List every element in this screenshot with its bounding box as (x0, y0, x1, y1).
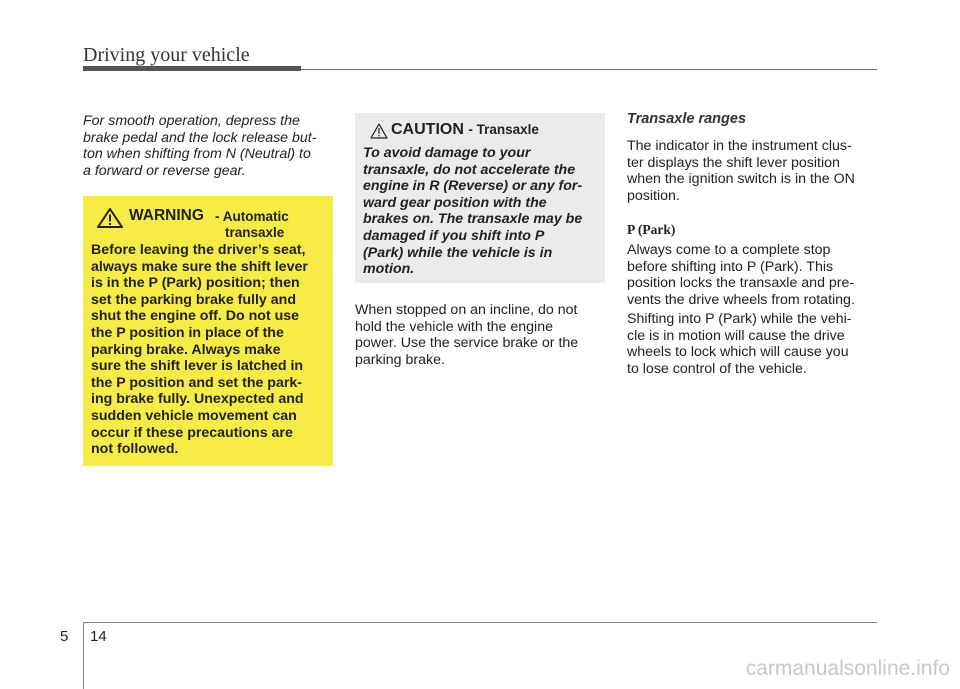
warning-subtitle (215, 209, 315, 241)
text-line: always make sure the shift lever (91, 258, 308, 275)
text-line: engine in R (Reverse) or any for- (363, 178, 583, 195)
header-title: Driving your vehicle (83, 44, 250, 66)
text-line: hold the vehicle with the engine (355, 318, 553, 335)
text-line: To avoid damage to your (363, 145, 531, 161)
caution-body (363, 145, 601, 278)
text-line: wheels to lock which will cause you (627, 344, 849, 361)
text-line: the P position and set the park- (91, 374, 303, 391)
caution-subtitle: - Transaxle (468, 122, 539, 137)
warning-subtitle-line: transaxle (225, 225, 285, 240)
text-line: position locks the transaxle and pre- (627, 275, 855, 292)
warning-title: WARNING (129, 207, 204, 224)
park-paragraph-1 (627, 242, 879, 308)
footer-divider (83, 622, 84, 689)
text-line: is in the P (Park) position; then (91, 275, 300, 292)
footer-rule (83, 622, 877, 623)
warning-triangle-icon (97, 208, 123, 233)
caution-title-text: CAUTION (391, 121, 464, 138)
text-line: vents the drive wheels from rotating. (627, 291, 855, 308)
text-line: Always come to a complete stop (627, 242, 831, 258)
text-line: motion. (363, 261, 415, 278)
text-line: cle is in motion will cause the drive (627, 327, 845, 344)
section-title: Transaxle ranges (627, 111, 747, 127)
text-line: damaged if you shift into P (363, 227, 545, 244)
text-line: When stopped on an incline, do not (355, 302, 578, 318)
text-line: The indicator in the instrument clus- (627, 138, 852, 154)
text-line: set the parking brake fully and (91, 291, 296, 308)
warning-box (83, 196, 333, 466)
text-line: For smooth operation, depress the (83, 113, 300, 129)
park-heading: P (Park) (627, 222, 676, 237)
warning-body (91, 242, 323, 458)
text-line: the P position in place of the (91, 324, 284, 341)
text-line: shut the engine off. Do not use (91, 308, 300, 325)
text-line: brake pedal and the lock release but- (83, 129, 317, 146)
chapter-number: 5 (60, 628, 69, 645)
caution-triangle-icon (370, 123, 388, 144)
indicator-paragraph (627, 138, 879, 204)
text-line: ter displays the shift lever position (627, 154, 840, 171)
text-line: (Park) while the vehicle is in (363, 244, 553, 261)
text-line: not followed. (91, 441, 179, 458)
text-line: ton when shifting from N (Neutral) to (83, 146, 311, 163)
text-line: transaxle, do not accelerate the (363, 161, 576, 178)
text-line: parking brake. Always make (91, 341, 281, 358)
text-line: position. (627, 187, 680, 204)
text-line: Before leaving the driver’s seat, (91, 242, 306, 258)
text-line: parking brake. (355, 351, 445, 368)
text-line: Shifting into P (Park) while the vehi- (627, 311, 852, 327)
watermark: carmanualsonline.info (745, 657, 950, 680)
warning-subtitle-line: - Automatic (215, 209, 289, 224)
text-line: sudden vehicle movement can (91, 407, 297, 424)
page-number: 14 (90, 628, 107, 645)
text-line: ing brake fully. Unexpected and (91, 391, 304, 408)
text-line: sure the shift lever is latched in (91, 358, 304, 375)
header-rule (301, 69, 877, 70)
incline-paragraph (355, 302, 605, 368)
caution-title (391, 121, 539, 139)
text-line: a forward or reverse gear. (83, 162, 246, 179)
text-line: ward gear position with the (363, 194, 547, 211)
text-line: brakes on. The transaxle may be (363, 211, 583, 228)
park-paragraph-2 (627, 311, 879, 377)
intro-paragraph (83, 113, 335, 179)
caution-box (355, 113, 605, 283)
text-line: before shifting into P (Park). This (627, 258, 834, 275)
text-line: occur if these precautions are (91, 424, 293, 441)
text-line: when the ignition switch is in the ON (627, 171, 855, 188)
header-bar (83, 66, 301, 71)
text-line: power. Use the service brake or the (355, 335, 579, 352)
text-line: to lose control of the vehicle. (627, 360, 807, 377)
